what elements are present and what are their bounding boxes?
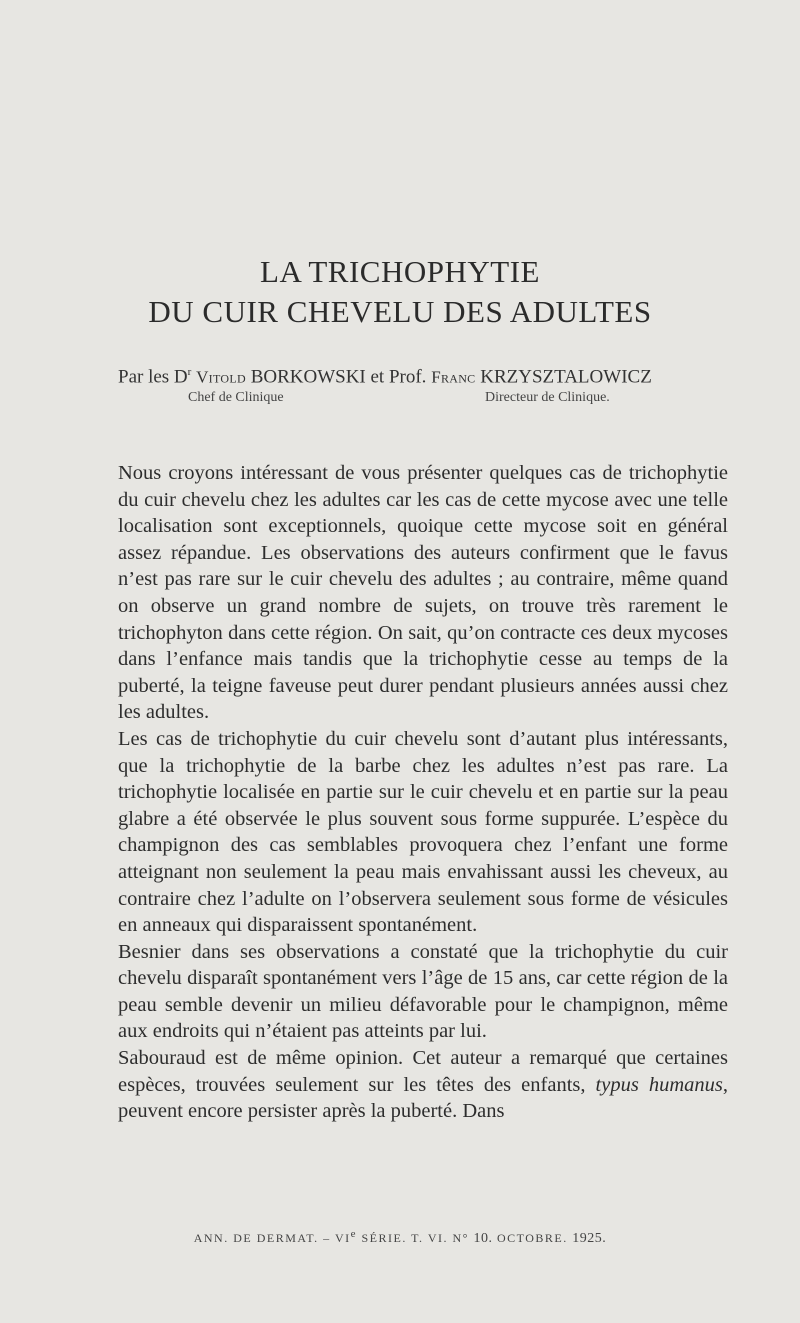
footer-series: SÉRIE. T. VI. N° <box>361 1231 469 1245</box>
paragraph-3-text: Besnier dans ses observations a constaté que la trichophytie du cuir chevelu disparaît spontanément vers l’âge de 15 ans, car cette région de la peau semble devenir un milieu défavorable pour le champignon, même aux endroits qui n’étaient pas atteints par lui. <box>118 940 728 1043</box>
title-line-1: LA TRICHOPHYTIE <box>260 254 540 289</box>
author-prefix-sup: r <box>187 366 192 378</box>
footer-month: OCTOBRE. <box>496 1231 568 1245</box>
author-prefix: Par les D <box>118 366 188 388</box>
paragraph-1-text: Nous croyons intéressant de vous présenter quelques cas de trichophytie du cuir chevelu chez les adultes car les cas de cette mycose avec une telle localisation sont exceptionnels, quoique cette mycose soit en général assez répandue. Les observations des auteurs confirment que le favus n’est pas rare sur le cuir chevelu des adultes ; au contraire, même quand on observe un grand nombre de sujets, on trouve très rarement le trichophyton dans cette région. On sait, qu’on contracte ces deux mycoses dans l’enfance mais tandis que la trichophytie cesse au temps de la puberté, la teigne faveuse peut durer pendant plusieurs années aussi chez les adultes. <box>118 462 728 724</box>
footer-journal: ANN. DE DERMAT. – VI <box>193 1231 351 1245</box>
paragraph-4-text-a: Sabouraud est de même opinion. Cet auteur a remarqué que certaines espèces, trouvées seulement sur les têtes des enfants, <box>118 1047 728 1096</box>
author2-first-name: Franc <box>431 367 476 387</box>
paragraph-2 <box>118 726 728 939</box>
paragraph-4-italic: typus humanus <box>595 1073 723 1096</box>
author2-role: Directeur de Clinique. <box>485 390 610 405</box>
author1-first-name: Vitold <box>196 367 246 387</box>
footer-journal-sup: e <box>350 1228 357 1240</box>
paragraph-4-text-b: , peuvent encore persister après la puberté. Dans <box>118 1073 729 1123</box>
author-line <box>118 366 728 388</box>
title-line-2: DU CUIR CHEVELU DES ADULTES <box>148 294 652 329</box>
article-title <box>0 252 800 332</box>
author-conjunction: et Prof. <box>370 366 427 388</box>
footer-year: 1925. <box>572 1231 607 1246</box>
paragraph-4 <box>118 1045 728 1125</box>
author1-role: Chef de Clinique <box>188 390 284 405</box>
affiliations <box>0 390 800 412</box>
author2-last-name: KRZYSZTALOWICZ <box>480 366 652 388</box>
paragraph-1 <box>118 460 728 726</box>
journal-footer <box>0 1228 800 1247</box>
author1-last-name: BORKOWSKI <box>250 366 366 388</box>
paragraph-3 <box>118 939 728 1045</box>
article-body <box>118 460 728 1125</box>
footer-number: 10. <box>473 1231 493 1246</box>
paragraph-2-text: Les cas de trichophytie du cuir chevelu sont d’autant plus intéressants, que la trichophytie de la barbe chez les adultes n’est pas rare. La trichophytie localisée en partie sur le cuir chevelu et en partie sur la peau glabre a été observée le plus souvent sous forme suppurée. L’espèce du champignon des cas semblables provoquera chez l’enfant une forme atteignant non seulement la peau mais envahissant aussi les cheveux, au contraire chez l’adulte on l’observera seulement sous forme de vésicules en anneaux qui disparaissent spontanément. <box>118 727 728 937</box>
